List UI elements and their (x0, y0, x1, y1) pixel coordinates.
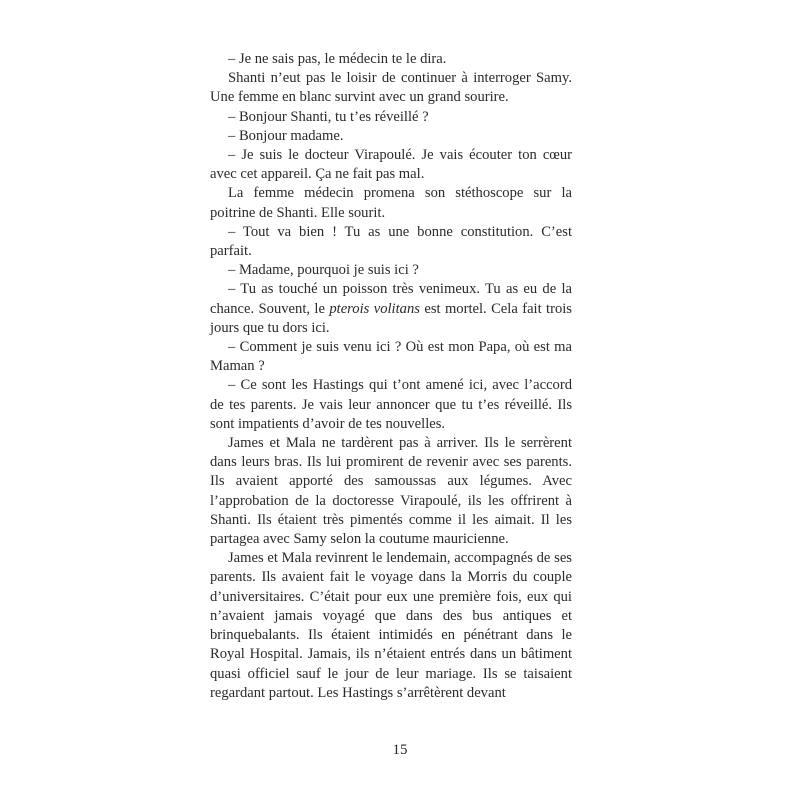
paragraph: – Tout va bien ! Tu as une bonne constitution. C’est parfait. (210, 223, 572, 260)
body-text (210, 50, 572, 703)
paragraph: La femme médecin promena son stéthoscope sur la poitrine de Shanti. Elle sourit. (210, 185, 572, 221)
paragraph: – Bonjour Shanti, tu t’es réveillé ? (228, 108, 429, 125)
paragraph: – Comment je suis venu ici ? Où est mon Papa, où est ma Maman ? (210, 339, 572, 375)
paragraph: – Ce sont les Hastings qui t’ont amené ici, avec l’accord de tes parents. Je vais leur annoncer que tu t’es réveillé. Ils sont impatients d’avoir de tes nouvelles. (210, 377, 572, 432)
paragraph: – Bonjour madame. (228, 127, 344, 144)
paragraph: – Je ne sais pas, le médecin te le dira. (228, 51, 447, 67)
paragraph: James et Mala ne tardèrent pas à arriver. Ils le serrèrent dans leurs bras. Ils lui promirent de revenir avec ses parents. Ils avaient apporté des samoussas aux légumes. Avec l’approbation de la doctoresse Virapoulé, ils les offrirent à Shanti. Ils étaient très pimentés comme il les aimait. Il les partagea avec Samy selon la coutume mauricienne. (210, 435, 572, 548)
paragraph: Shanti n’eut pas le loisir de continuer à interroger Samy. Une femme en blanc survint avec un grand sourire. (210, 70, 572, 106)
paragraph: – Tu as touché un poisson très venimeux. Tu as eu de la chance. Souvent, le pterois volitans est mortel. Cela fait trois jours que tu dors ici. (210, 281, 572, 336)
paragraph: – Je suis le docteur Virapoulé. Je vais écouter ton cœur avec cet appareil. Ça ne fait pas mal. (210, 147, 572, 183)
paragraph: James et Mala revinrent le lendemain, accompagnés de ses parents. Ils avaient fait le voyage dans la Morris du couple d’universitaires. C’était pour eux une première fois, eux qui n’avaient jamais voyagé que dans des bus antiques et brinquebalants. Ils étaient intimidés en pénétrant dans le Royal Hospital. Jamais, ils n’étaient entrés dans un bâtiment quasi officiel sauf le jour de leur mariage. Ils se taisaient regardant partout. Les Hastings s’arrêtèrent devant (210, 550, 572, 701)
paragraph: – Madame, pourquoi je suis ici ? (228, 262, 419, 279)
page-number: 15 (392, 742, 408, 758)
species-name-italic: pterois volitans (329, 300, 420, 317)
